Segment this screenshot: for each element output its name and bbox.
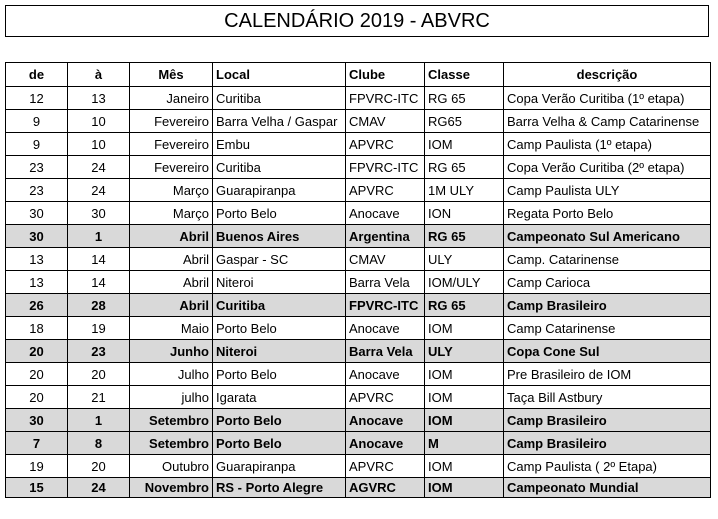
cell-ate: 10 — [68, 110, 130, 133]
cell-mes: julho — [130, 386, 213, 409]
table-row — [6, 87, 711, 110]
cell-de: 30 — [6, 409, 68, 432]
cell-classe: IOM/ULY — [425, 271, 504, 294]
cell-mes: Março — [130, 179, 213, 202]
cell-local: RS - Porto Alegre — [213, 478, 346, 498]
cell-clube: AGVRC — [346, 478, 425, 498]
cell-ate: 14 — [68, 271, 130, 294]
cell-local: Guarapiranpa — [213, 179, 346, 202]
table-row — [6, 156, 711, 179]
cell-ate: 20 — [68, 363, 130, 386]
cell-clube: APVRC — [346, 455, 425, 478]
cell-descricao: Camp Paulista (1º etapa) — [504, 133, 711, 156]
table-row — [6, 248, 711, 271]
cell-mes: Junho — [130, 340, 213, 363]
cell-ate: 1 — [68, 409, 130, 432]
cell-de: 7 — [6, 432, 68, 455]
cell-de: 26 — [6, 294, 68, 317]
calendar-table — [5, 62, 711, 498]
table-row — [6, 133, 711, 156]
cell-descricao: Camp Catarinense — [504, 317, 711, 340]
column-header-classe: Classe — [425, 63, 504, 87]
cell-local: Curitiba — [213, 294, 346, 317]
cell-classe: IOM — [425, 133, 504, 156]
table-row — [6, 202, 711, 225]
cell-descricao: Copa Verão Curitiba (1º etapa) — [504, 87, 711, 110]
cell-local: Barra Velha / Gaspar — [213, 110, 346, 133]
table-row — [6, 179, 711, 202]
table-row — [6, 386, 711, 409]
table-row — [6, 455, 711, 478]
cell-classe: RG 65 — [425, 87, 504, 110]
cell-local: Porto Belo — [213, 202, 346, 225]
cell-descricao: Camp Paulista ( 2º Etapa) — [504, 455, 711, 478]
cell-clube: Barra Vela — [346, 340, 425, 363]
cell-local: Embu — [213, 133, 346, 156]
cell-classe: RG 65 — [425, 156, 504, 179]
cell-clube: CMAV — [346, 110, 425, 133]
cell-clube: FPVRC-ITC — [346, 294, 425, 317]
cell-mes: Abril — [130, 225, 213, 248]
cell-ate: 24 — [68, 478, 130, 498]
cell-descricao: Campeonato Sul Americano — [504, 225, 711, 248]
cell-local: Niteroi — [213, 271, 346, 294]
cell-classe: M — [425, 432, 504, 455]
cell-clube: Argentina — [346, 225, 425, 248]
cell-descricao: Campeonato Mundial — [504, 478, 711, 498]
cell-classe: IOM — [425, 478, 504, 498]
column-header-ate: à — [68, 63, 130, 87]
column-header-mes: Mês — [130, 63, 213, 87]
cell-classe: RG 65 — [425, 225, 504, 248]
cell-local: Porto Belo — [213, 363, 346, 386]
cell-descricao: Camp Paulista ULY — [504, 179, 711, 202]
cell-classe: IOM — [425, 386, 504, 409]
table-row — [6, 432, 711, 455]
cell-local: Porto Belo — [213, 317, 346, 340]
cell-de: 20 — [6, 340, 68, 363]
table-row — [6, 225, 711, 248]
cell-ate: 23 — [68, 340, 130, 363]
page-title: CALENDÁRIO 2019 - ABVRC — [5, 5, 709, 37]
cell-local: Igarata — [213, 386, 346, 409]
cell-descricao: Camp. Catarinense — [504, 248, 711, 271]
cell-mes: Outubro — [130, 455, 213, 478]
cell-ate: 14 — [68, 248, 130, 271]
cell-clube: Anocave — [346, 317, 425, 340]
column-header-local: Local — [213, 63, 346, 87]
cell-descricao: Copa Cone Sul — [504, 340, 711, 363]
cell-ate: 24 — [68, 179, 130, 202]
cell-descricao: Camp Brasileiro — [504, 294, 711, 317]
cell-classe: IOM — [425, 409, 504, 432]
cell-classe: IOM — [425, 363, 504, 386]
cell-ate: 19 — [68, 317, 130, 340]
cell-local: Porto Belo — [213, 432, 346, 455]
column-header-descricao: descrição — [504, 63, 711, 87]
cell-classe: ION — [425, 202, 504, 225]
cell-mes: Fevereiro — [130, 133, 213, 156]
cell-de: 9 — [6, 110, 68, 133]
cell-de: 13 — [6, 271, 68, 294]
cell-descricao: Taça Bill Astbury — [504, 386, 711, 409]
cell-ate: 1 — [68, 225, 130, 248]
cell-local: Guarapiranpa — [213, 455, 346, 478]
cell-local: Buenos Aires — [213, 225, 346, 248]
cell-mes: Abril — [130, 271, 213, 294]
cell-mes: Maio — [130, 317, 213, 340]
cell-mes: Abril — [130, 248, 213, 271]
table-row — [6, 110, 711, 133]
cell-ate: 8 — [68, 432, 130, 455]
cell-ate: 28 — [68, 294, 130, 317]
cell-mes: Janeiro — [130, 87, 213, 110]
cell-clube: Anocave — [346, 202, 425, 225]
cell-clube: Anocave — [346, 363, 425, 386]
cell-clube: FPVRC-ITC — [346, 87, 425, 110]
cell-mes: Setembro — [130, 432, 213, 455]
cell-clube: Anocave — [346, 409, 425, 432]
cell-ate: 24 — [68, 156, 130, 179]
cell-clube: CMAV — [346, 248, 425, 271]
header-row — [6, 63, 711, 87]
cell-clube: Barra Vela — [346, 271, 425, 294]
cell-descricao: Barra Velha & Camp Catarinense — [504, 110, 711, 133]
cell-mes: Março — [130, 202, 213, 225]
cell-de: 30 — [6, 225, 68, 248]
cell-classe: ULY — [425, 340, 504, 363]
cell-local: Curitiba — [213, 87, 346, 110]
cell-mes: Julho — [130, 363, 213, 386]
cell-mes: Novembro — [130, 478, 213, 498]
cell-de: 19 — [6, 455, 68, 478]
cell-de: 23 — [6, 156, 68, 179]
cell-local: Gaspar - SC — [213, 248, 346, 271]
cell-de: 15 — [6, 478, 68, 498]
cell-de: 30 — [6, 202, 68, 225]
cell-descricao: Pre Brasileiro de IOM — [504, 363, 711, 386]
cell-classe: RG65 — [425, 110, 504, 133]
cell-ate: 13 — [68, 87, 130, 110]
cell-ate: 30 — [68, 202, 130, 225]
cell-descricao: Regata Porto Belo — [504, 202, 711, 225]
cell-mes: Setembro — [130, 409, 213, 432]
table-row — [6, 271, 711, 294]
table-row — [6, 317, 711, 340]
cell-descricao: Camp Brasileiro — [504, 409, 711, 432]
table-row — [6, 363, 711, 386]
table-row — [6, 294, 711, 317]
column-header-clube: Clube — [346, 63, 425, 87]
cell-de: 20 — [6, 386, 68, 409]
cell-ate: 20 — [68, 455, 130, 478]
cell-clube: Anocave — [346, 432, 425, 455]
cell-descricao: Camp Brasileiro — [504, 432, 711, 455]
cell-clube: APVRC — [346, 179, 425, 202]
cell-classe: IOM — [425, 455, 504, 478]
cell-classe: RG 65 — [425, 294, 504, 317]
cell-clube: FPVRC-ITC — [346, 156, 425, 179]
cell-de: 13 — [6, 248, 68, 271]
cell-de: 12 — [6, 87, 68, 110]
cell-clube: APVRC — [346, 386, 425, 409]
table-row — [6, 340, 711, 363]
cell-local: Porto Belo — [213, 409, 346, 432]
cell-mes: Abril — [130, 294, 213, 317]
cell-classe: IOM — [425, 317, 504, 340]
cell-de: 18 — [6, 317, 68, 340]
cell-local: Niteroi — [213, 340, 346, 363]
table-row — [6, 478, 711, 498]
cell-descricao: Copa Verão Curitiba (2º etapa) — [504, 156, 711, 179]
cell-descricao: Camp Carioca — [504, 271, 711, 294]
cell-de: 20 — [6, 363, 68, 386]
cell-ate: 21 — [68, 386, 130, 409]
cell-mes: Fevereiro — [130, 156, 213, 179]
cell-ate: 10 — [68, 133, 130, 156]
cell-local: Curitiba — [213, 156, 346, 179]
cell-mes: Fevereiro — [130, 110, 213, 133]
column-header-de: de — [6, 63, 68, 87]
cell-de: 23 — [6, 179, 68, 202]
table-row — [6, 409, 711, 432]
cell-clube: APVRC — [346, 133, 425, 156]
cell-classe: ULY — [425, 248, 504, 271]
cell-de: 9 — [6, 133, 68, 156]
cell-classe: 1M ULY — [425, 179, 504, 202]
